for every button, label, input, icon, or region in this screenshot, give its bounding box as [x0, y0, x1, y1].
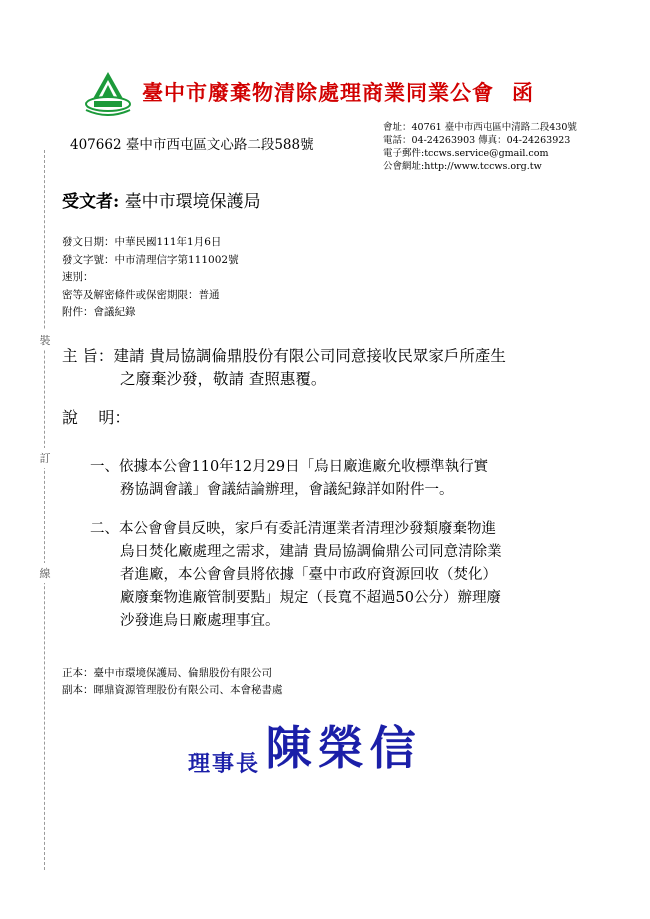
signature-title: 理事長	[188, 751, 261, 777]
item-number: 一、	[90, 459, 119, 475]
contact-email[interactable]: 電子郵件:tccws.service@gmail.com	[383, 148, 549, 159]
recipient	[62, 187, 261, 212]
binding-mark-zhuang: 裝	[38, 330, 52, 350]
copy-recipients: 副本：暉鼎資源管理股份有限公司、本會秘書處	[62, 684, 283, 696]
signature-name: 陳榮信	[265, 721, 422, 775]
item-line: 務協調會議」會議結論辦理，會議紀錄詳如附件一。	[120, 482, 454, 498]
subject-line-1: 建請 貴局協調倫鼎股份有限公司同意接收民眾家戶所產生	[113, 347, 506, 365]
speed: 速別：	[62, 271, 94, 283]
contact-phone-fax: 電話：04-24263903 傳真：04-24263923	[383, 135, 571, 146]
recipient-label: 受文者:	[62, 192, 120, 212]
issue-date: 發文日期：中華民國111年1月6日	[62, 236, 222, 248]
org-title: 臺中市廢棄物清除處理商業同業公會	[142, 80, 494, 105]
item-line: 本公會會員反映，家戶有委託清運業者清理沙發類廢棄物進	[119, 521, 496, 537]
item-line: 者進廠，本公會會員將依據「臺中市政府資源回收（焚化）	[120, 567, 497, 583]
item-line: 烏日焚化廠處理之需求，建請 貴局協調倫鼎公司同意清除業	[120, 544, 502, 560]
explanation-label: 說 明：	[62, 408, 131, 427]
contact-block	[383, 121, 577, 173]
item-line: 沙發進烏日廠處理事宜。	[120, 613, 280, 629]
binding-mark-ding: 訂	[38, 448, 52, 468]
original-recipients: 正本：臺中市環境保護局、倫鼎股份有限公司	[62, 667, 272, 679]
doc-type: 函	[512, 80, 533, 105]
contact-website[interactable]: 公會網址:http://www.tccws.org.tw	[383, 161, 542, 172]
recipient-address: 407662 臺中市西屯區文心路二段588號	[70, 137, 314, 153]
signature	[188, 712, 422, 778]
attachment: 附件：會議紀錄	[62, 306, 136, 318]
distribution	[62, 665, 283, 699]
recipient-name: 臺中市環境保護局	[124, 192, 261, 212]
association-logo-icon	[82, 70, 134, 116]
issue-number: 發文字號：中市清理信字第111002號	[62, 253, 239, 266]
subject-label: 主 旨：	[62, 347, 114, 365]
binding-line	[44, 150, 45, 870]
contact-address: 會址：40761 臺中市西屯區中清路二段430號	[383, 122, 577, 133]
explanation-item-2	[90, 518, 502, 633]
security-level: 密等及解密條件或保密期限：普通	[62, 288, 220, 301]
subject-line-2: 之廢棄沙發，敬請 查照惠覆。	[120, 370, 327, 388]
subject	[62, 345, 506, 391]
explanation-item-1	[90, 456, 488, 502]
item-line: 廠廢棄物進廠管制要點」規定（長寬不超過50公分）辦理廢	[120, 590, 501, 606]
binding-mark-xian: 線	[38, 563, 52, 583]
item-line: 依據本公會110年12月29日「烏日廠進廠允收標準執行實	[119, 459, 489, 475]
document-meta	[62, 234, 239, 322]
item-number: 二、	[90, 521, 119, 537]
